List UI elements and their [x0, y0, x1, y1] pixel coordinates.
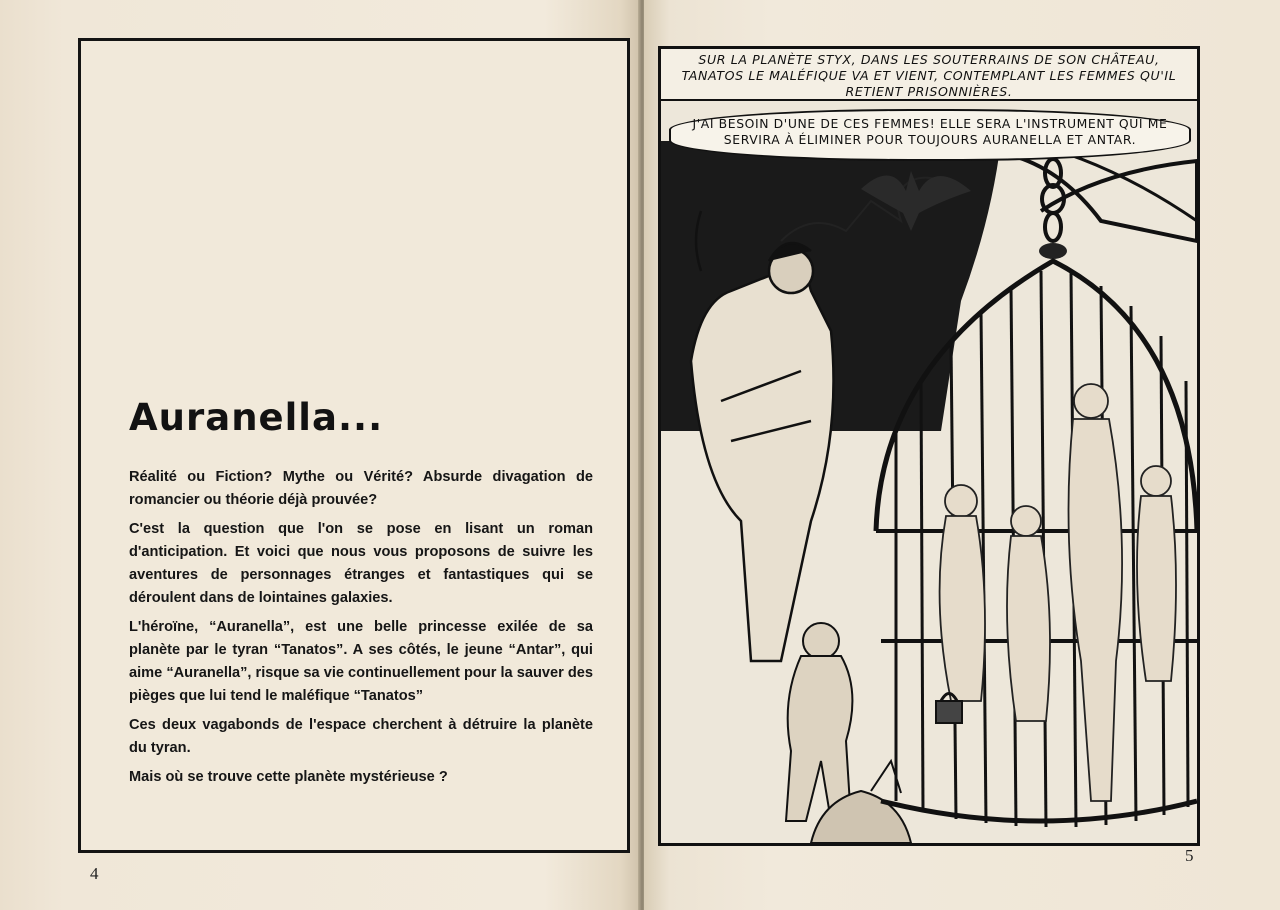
page-number-left: 4	[90, 864, 99, 883]
page-title: Auranella...	[129, 396, 384, 439]
page-number-right: 5	[1185, 846, 1194, 865]
paragraph-4: Ces deux vagabonds de l'espace cherchent à détruire la planète du tyran.	[129, 717, 593, 756]
intro-text	[129, 466, 593, 795]
text-frame	[78, 38, 630, 853]
comic-illustration	[661, 101, 1197, 843]
paragraph-3: L'héroïne, “Auranella”, est une belle princesse exilée de sa planète par le tyran “Tanatos”. A ses côtés, le jeune “Antar”, qui aime “Auranella”, risque sa vie continuellement pour la sauver des pièges que lui tend le maléfique “Tanatos”	[129, 619, 593, 704]
comic-panel	[658, 46, 1200, 846]
paragraph-2: C'est la question que l'on se pose en lisant un roman d'anticipation. Et voici que nous vous proposons de suivre les aventures de personnages étranges et fantastiques qui se déroulent dans de lointaines galaxies.	[129, 521, 593, 606]
paragraph-5: Mais où se trouve cette planète mystérieuse ?	[129, 769, 448, 785]
dungeon-scene-graphic	[661, 101, 1197, 843]
narration-caption: SUR LA PLANÈTE STYX, DANS LES SOUTERRAINS DE SON CHÂTEAU, TANATOS LE MALÉFIQUE VA ET VIENT, CONTEMPLANT LES FEMMES QU'IL RETIENT PRISONNIÈRES.	[661, 49, 1197, 101]
speech-balloon: J'AI BESOIN D'UNE DE CES FEMMES! ELLE SERA L'INSTRUMENT QUI ME SERVIRA À ÉLIMINER POUR TOUJOURS AURANELLA ET ANTAR.	[669, 109, 1191, 161]
paragraph-1: Réalité ou Fiction? Mythe ou Vérité? Absurde divagation de romancier ou théorie déjà prouvée?	[129, 469, 593, 508]
